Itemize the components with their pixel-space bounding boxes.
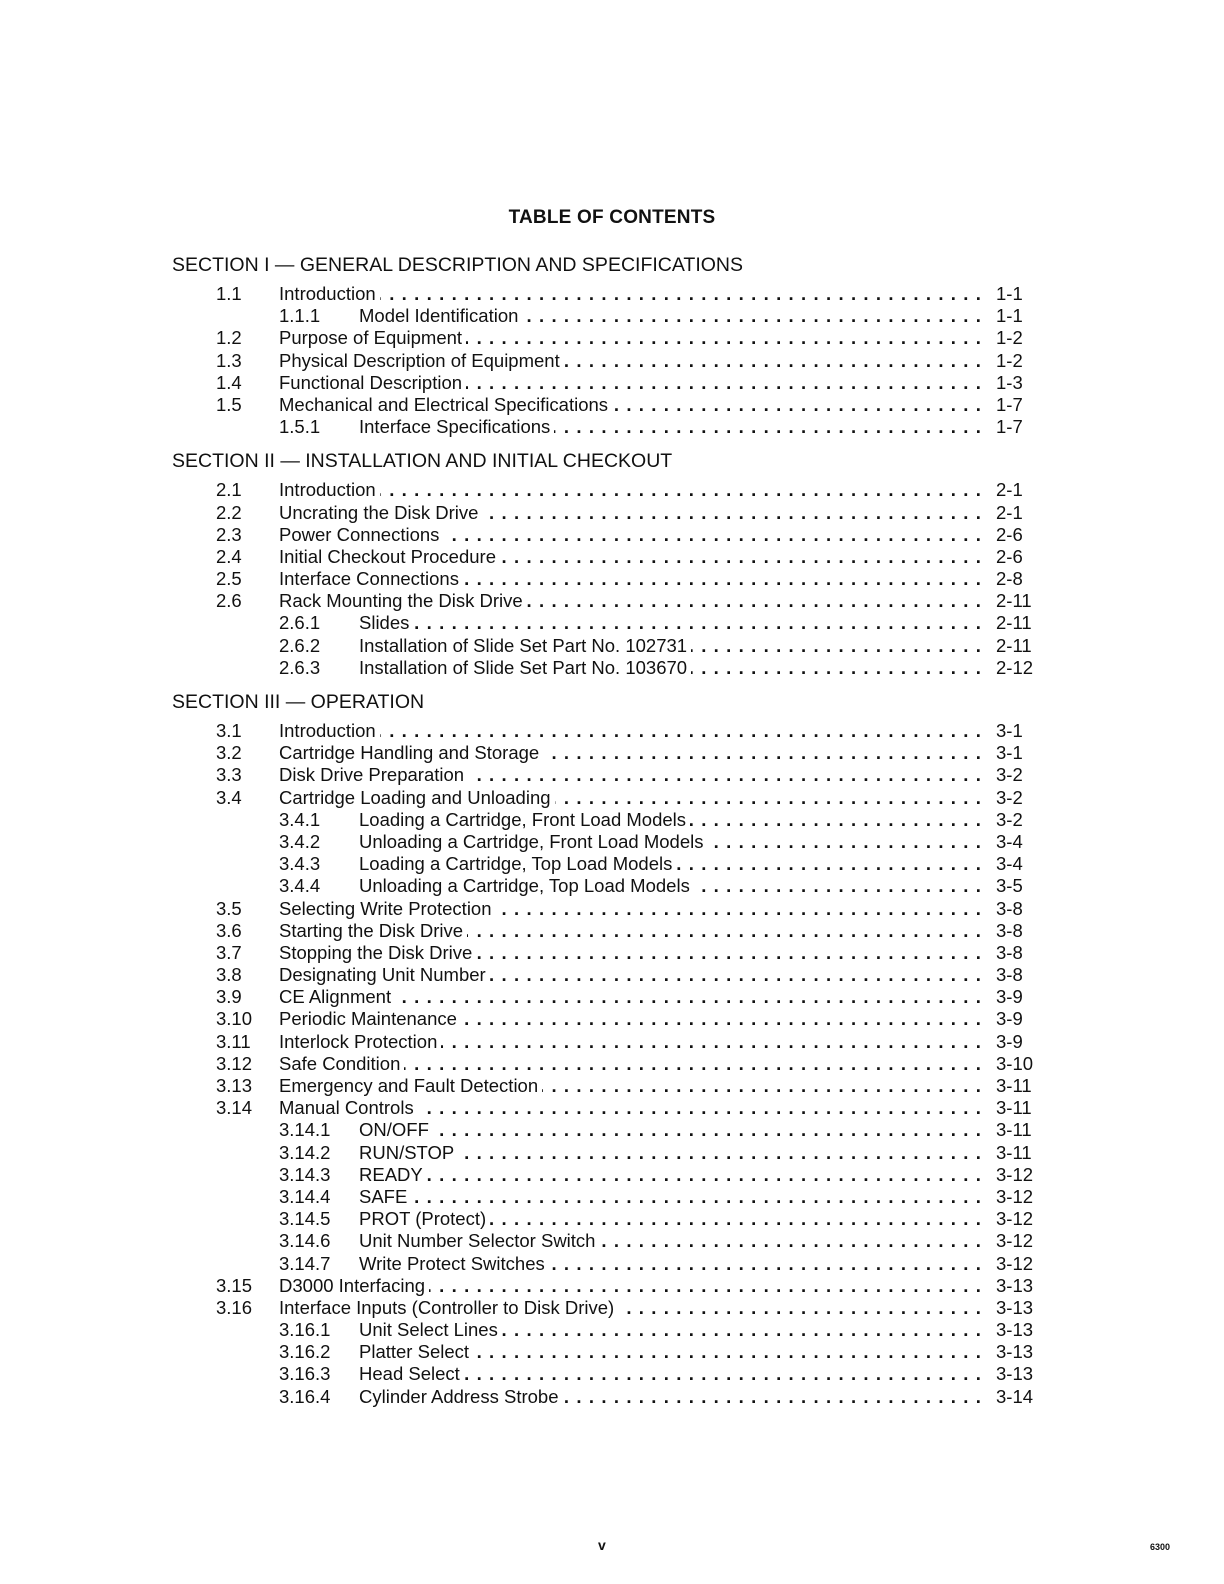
entry-title-line — [279, 942, 982, 964]
entry-title-line — [279, 479, 982, 501]
toc-entry — [172, 327, 1040, 349]
entry-number: 1.5.1 — [279, 416, 321, 438]
entry-title: SAFE — [359, 1186, 411, 1207]
entry-title-line — [279, 964, 982, 986]
entry-number: 3.13 — [216, 1075, 253, 1096]
entry-number: 3.3 — [216, 764, 242, 786]
entry-page: 3-11 — [996, 1141, 1032, 1163]
toc-subentry — [172, 1164, 1040, 1186]
toc-subentry — [172, 809, 1040, 831]
toc-entry — [172, 568, 1040, 590]
entry-title-line — [359, 853, 982, 875]
entry-page: 1-1 — [996, 283, 1023, 304]
entry-title-line — [279, 1097, 982, 1119]
entry-number: 3.4 — [216, 786, 242, 808]
entry-number: 3.14.7 — [279, 1252, 331, 1274]
entry-title: Installation of Slide Set Part No. 103670 — [359, 657, 691, 678]
entry-title: Stopping the Disk Drive — [279, 942, 476, 963]
entry-title: Power Connections — [279, 524, 443, 545]
entry-number: 3.14.6 — [279, 1230, 331, 1252]
entry-title: Safe Condition — [279, 1053, 404, 1074]
entry-title: Functional Description — [279, 372, 466, 393]
entry-page: 3-12 — [996, 1163, 1034, 1185]
entry-title-line — [279, 327, 982, 349]
entry-page: 3-8 — [996, 897, 1023, 919]
entry-page: 3-5 — [996, 875, 1023, 897]
entry-title: Write Protect Switches — [359, 1253, 549, 1274]
entry-title: Rack Mounting the Disk Drive — [279, 590, 527, 611]
entry-number: 3.14.5 — [279, 1208, 331, 1230]
entry-number: 3.16 — [216, 1296, 253, 1318]
entry-title: Initial Checkout Procedure — [279, 546, 500, 567]
entry-number: 3.12 — [216, 1052, 253, 1074]
entry-number: 3.16.1 — [279, 1319, 331, 1341]
entry-page: 1-7 — [996, 393, 1023, 415]
entry-title: Manual Controls — [279, 1097, 418, 1118]
entry-page: 3-9 — [996, 1030, 1023, 1052]
entry-number: 3.8 — [216, 964, 242, 986]
entry-number: 3.14.3 — [279, 1163, 331, 1185]
entry-number: 3.7 — [216, 941, 242, 963]
entry-page: 3-12 — [996, 1230, 1034, 1252]
entry-page: 3-13 — [996, 1363, 1034, 1385]
entry-title-line — [279, 986, 982, 1008]
entry-page: 3-13 — [996, 1341, 1034, 1363]
entry-title-line — [279, 898, 982, 920]
toc-subentry — [172, 1142, 1040, 1164]
toc-entry — [172, 720, 1040, 742]
toc-subentry — [172, 635, 1040, 657]
entry-page: 3-4 — [996, 853, 1023, 875]
entry-page: 3-4 — [996, 830, 1023, 852]
entry-number: 1.4 — [216, 371, 242, 393]
entry-number: 3.5 — [216, 897, 242, 919]
entry-page: 2-1 — [996, 501, 1023, 523]
toc-subentry — [172, 416, 1040, 438]
entry-title-line — [279, 394, 982, 416]
entry-title-line — [279, 764, 982, 786]
entry-title-line — [359, 635, 982, 657]
entry-title-line — [279, 350, 982, 372]
entry-number: 1.1 — [216, 283, 242, 304]
entry-title-line — [359, 1319, 982, 1341]
entry-number: 1.5 — [216, 393, 242, 415]
entry-page: 2-1 — [996, 479, 1023, 501]
entry-title: Unloading a Cartridge, Front Load Models — [359, 831, 708, 852]
entry-title: Mechanical and Electrical Specifications — [279, 394, 612, 415]
document-code: 6300 — [1150, 1542, 1171, 1552]
entry-number: 3.14.4 — [279, 1185, 331, 1207]
entry-number: 2.6.2 — [279, 634, 321, 656]
entry-page: 2-11 — [996, 590, 1032, 612]
toc-subentry — [172, 831, 1040, 853]
entry-page: 3-2 — [996, 808, 1023, 830]
toc-subentry — [172, 657, 1040, 679]
entry-page: 3-9 — [996, 986, 1023, 1008]
entry-page: 2-6 — [996, 545, 1023, 567]
entry-title: Emergency and Fault Detection — [279, 1075, 542, 1096]
toc-entry — [172, 1008, 1040, 1030]
entry-title: Uncrating the Disk Drive — [279, 502, 482, 523]
entry-number: 2.5 — [216, 568, 242, 590]
entry-title: Unit Number Selector Switch — [359, 1230, 599, 1251]
entry-number: 3.4.1 — [279, 808, 321, 830]
entry-title: Loading a Cartridge, Top Load Models — [359, 853, 676, 874]
entry-page: 3-12 — [996, 1185, 1034, 1207]
entry-number: 3.14 — [216, 1097, 253, 1119]
entry-number: 1.2 — [216, 327, 242, 349]
entry-title-line — [359, 305, 982, 327]
entry-page: 3-13 — [996, 1319, 1034, 1341]
page-title: TABLE OF CONTENTS — [508, 207, 716, 228]
page-folio: v — [598, 1537, 606, 1553]
entry-page: 3-2 — [996, 764, 1023, 786]
toc-entry — [172, 964, 1040, 986]
toc-entry — [172, 590, 1040, 612]
toc-subentry — [172, 305, 1040, 327]
entry-title-line — [279, 1297, 982, 1319]
toc-entry — [172, 1275, 1040, 1297]
entry-title-line — [359, 416, 982, 438]
entry-page: 3-1 — [996, 742, 1023, 764]
entry-title-line — [279, 720, 982, 742]
entry-number: 3.2 — [216, 742, 242, 764]
toc-subentry — [172, 1253, 1040, 1275]
toc-subentry — [172, 1363, 1040, 1385]
toc-entry — [172, 479, 1040, 501]
entry-title: Cartridge Handling and Storage — [279, 742, 543, 763]
entry-title: Introduction — [279, 283, 380, 304]
toc-subentry — [172, 1319, 1040, 1341]
entry-title: Unloading a Cartridge, Top Load Models — [359, 875, 694, 896]
entry-number: 3.14.1 — [279, 1119, 331, 1141]
entry-title: PROT (Protect) — [359, 1208, 490, 1229]
entry-number: 2.1 — [216, 479, 242, 501]
entry-title: CE Alignment — [279, 986, 395, 1007]
entry-page: 3-9 — [996, 1008, 1023, 1030]
toc-entry — [172, 764, 1040, 786]
entry-page: 3-8 — [996, 941, 1023, 963]
entry-number: 1.1.1 — [279, 305, 321, 327]
toc-section — [172, 252, 1040, 438]
entry-number: 2.6.1 — [279, 612, 321, 634]
entry-page: 3-14 — [996, 1385, 1034, 1407]
entry-title: Selecting Write Protection — [279, 898, 496, 919]
toc-subentry — [172, 1208, 1040, 1230]
entry-title: ON/OFF — [359, 1119, 433, 1140]
entry-page: 3-11 — [996, 1075, 1032, 1096]
toc-entry — [172, 372, 1040, 394]
entry-title: Interface Inputs (Controller to Disk Drive) — [279, 1297, 618, 1318]
entry-title-line — [359, 1186, 982, 1208]
entry-number: 3.16.2 — [279, 1341, 331, 1363]
section-heading: SECTION II — INSTALLATION AND INITIAL CHECKOUT — [172, 450, 673, 473]
entry-page: 3-13 — [996, 1296, 1034, 1318]
entry-number: 3.4.2 — [279, 830, 321, 852]
toc-entry — [172, 787, 1040, 809]
entry-title-line — [279, 787, 982, 809]
entry-number: 1.3 — [216, 349, 242, 371]
toc-subentry — [172, 875, 1040, 897]
entry-title-line — [359, 1119, 982, 1141]
toc-section — [172, 448, 1040, 679]
entry-title-line — [279, 920, 982, 942]
entry-title: Physical Description of Equipment — [279, 350, 564, 371]
entry-page: 3-10 — [996, 1052, 1034, 1074]
entry-number: 2.6.3 — [279, 656, 321, 678]
toc-entry — [172, 920, 1040, 942]
entry-page: 3-12 — [996, 1208, 1034, 1230]
entry-title-line — [279, 742, 982, 764]
entry-title-line — [279, 1008, 982, 1030]
entry-page: 2-6 — [996, 523, 1023, 545]
toc-entry — [172, 546, 1040, 568]
toc-entry — [172, 1075, 1040, 1097]
entry-title-line — [359, 612, 982, 634]
entry-title: Cartridge Loading and Unloading — [279, 787, 555, 808]
entry-number: 2.6 — [216, 590, 242, 612]
entry-title: Loading a Cartridge, Front Load Models — [359, 809, 690, 830]
entry-title: Slides — [359, 612, 413, 633]
entry-title-line — [279, 372, 982, 394]
entry-page: 2-11 — [996, 612, 1032, 634]
entry-page: 1-2 — [996, 349, 1023, 371]
entry-number: 3.16.4 — [279, 1385, 331, 1407]
entry-number: 3.4.3 — [279, 853, 321, 875]
entry-number: 3.1 — [216, 720, 242, 741]
entry-title-line — [279, 283, 982, 305]
entry-title: Starting the Disk Drive — [279, 920, 467, 941]
entry-title-line — [279, 546, 982, 568]
toc-subentry — [172, 612, 1040, 634]
toc-subentry — [172, 1386, 1040, 1408]
entry-number: 3.11 — [216, 1030, 251, 1052]
toc-entry — [172, 524, 1040, 546]
entry-title-line — [359, 1363, 982, 1385]
toc-entry — [172, 942, 1040, 964]
toc-entry — [172, 742, 1040, 764]
entry-title: Disk Drive Preparation — [279, 764, 468, 785]
entry-title: Periodic Maintenance — [279, 1008, 461, 1029]
toc-subentry — [172, 853, 1040, 875]
entry-page: 3-1 — [996, 720, 1023, 741]
entry-title-line — [279, 524, 982, 546]
entry-number: 2.3 — [216, 523, 242, 545]
entry-number: 2.2 — [216, 501, 242, 523]
entry-page: 2-8 — [996, 568, 1023, 590]
entry-title-line — [279, 1275, 982, 1297]
entry-title-line — [359, 1386, 982, 1408]
toc-entry — [172, 394, 1040, 416]
toc-entry — [172, 350, 1040, 372]
entry-title-line — [359, 831, 982, 853]
entry-number: 2.4 — [216, 545, 242, 567]
entry-page: 1-3 — [996, 371, 1023, 393]
section-heading: SECTION III — OPERATION — [172, 691, 425, 713]
toc-subentry — [172, 1341, 1040, 1363]
entry-title-line — [359, 1164, 982, 1186]
toc-entry — [172, 283, 1040, 305]
toc-subentry — [172, 1186, 1040, 1208]
entry-page: 3-11 — [996, 1119, 1032, 1141]
toc-section — [172, 689, 1040, 1408]
entry-page: 1-2 — [996, 327, 1023, 349]
entry-title-line — [279, 590, 982, 612]
entry-title: Model Identification — [359, 305, 522, 326]
entry-title: Designating Unit Number — [279, 964, 490, 985]
entry-title: READY — [359, 1164, 427, 1185]
entry-page: 3-8 — [996, 919, 1023, 941]
entry-number: 3.4.4 — [279, 875, 321, 897]
entry-title: RUN/STOP — [359, 1142, 458, 1163]
entry-title: Interlock Protection — [279, 1031, 441, 1052]
entry-page: 2-12 — [996, 656, 1034, 678]
entry-title-line — [359, 875, 982, 897]
entry-title: Introduction — [279, 479, 380, 500]
entry-title-line — [359, 1230, 982, 1252]
entry-title: Installation of Slide Set Part No. 102731 — [359, 635, 691, 656]
toc-entry — [172, 1097, 1040, 1119]
entry-page: 3-12 — [996, 1252, 1034, 1274]
entry-number: 3.16.3 — [279, 1363, 331, 1385]
entry-title-line — [359, 809, 982, 831]
entry-number: 3.9 — [216, 986, 242, 1008]
entry-title: Platter Select — [359, 1341, 473, 1362]
toc-subentry — [172, 1230, 1040, 1252]
entry-number: 3.15 — [216, 1274, 253, 1296]
entry-title: Purpose of Equipment — [279, 327, 466, 348]
entry-page: 3-8 — [996, 964, 1023, 986]
toc-entry — [172, 1297, 1040, 1319]
toc-entry — [172, 1031, 1040, 1053]
entry-page: 3-13 — [996, 1274, 1034, 1296]
toc-entry — [172, 986, 1040, 1008]
entry-title-line — [279, 568, 982, 590]
entry-page: 1-7 — [996, 416, 1023, 438]
entry-title-line — [359, 1253, 982, 1275]
section-heading: SECTION I — GENERAL DESCRIPTION AND SPECIFICATIONS — [172, 254, 744, 276]
toc-entry — [172, 502, 1040, 524]
entry-title: Interface Specifications — [359, 416, 554, 437]
toc-subentry — [172, 1119, 1040, 1141]
entry-title: Introduction — [279, 720, 380, 741]
toc-entry — [172, 898, 1040, 920]
entry-page: 2-11 — [996, 634, 1032, 656]
entry-title-line — [279, 502, 982, 524]
toc-entry — [172, 1053, 1040, 1075]
entry-title-line — [279, 1075, 982, 1097]
entry-title: D3000 Interfacing — [279, 1275, 429, 1296]
entry-title-line — [359, 1208, 982, 1230]
entry-title-line — [279, 1031, 982, 1053]
entry-number: 3.10 — [216, 1008, 253, 1030]
entry-title: Unit Select Lines — [359, 1319, 502, 1340]
entry-page: 3-2 — [996, 786, 1023, 808]
entry-title: Interface Connections — [279, 568, 463, 589]
entry-title-line — [359, 1142, 982, 1164]
toc-body — [172, 252, 1040, 1418]
entry-page: 3-11 — [996, 1097, 1032, 1119]
entry-title-line — [359, 1341, 982, 1363]
entry-title-line — [279, 1053, 982, 1075]
entry-title-line — [359, 657, 982, 679]
entry-title: Cylinder Address Strobe — [359, 1386, 563, 1407]
entry-page: 1-1 — [996, 305, 1023, 327]
entry-number: 3.14.2 — [279, 1141, 331, 1163]
entry-title: Head Select — [359, 1363, 464, 1384]
entry-number: 3.6 — [216, 919, 242, 941]
